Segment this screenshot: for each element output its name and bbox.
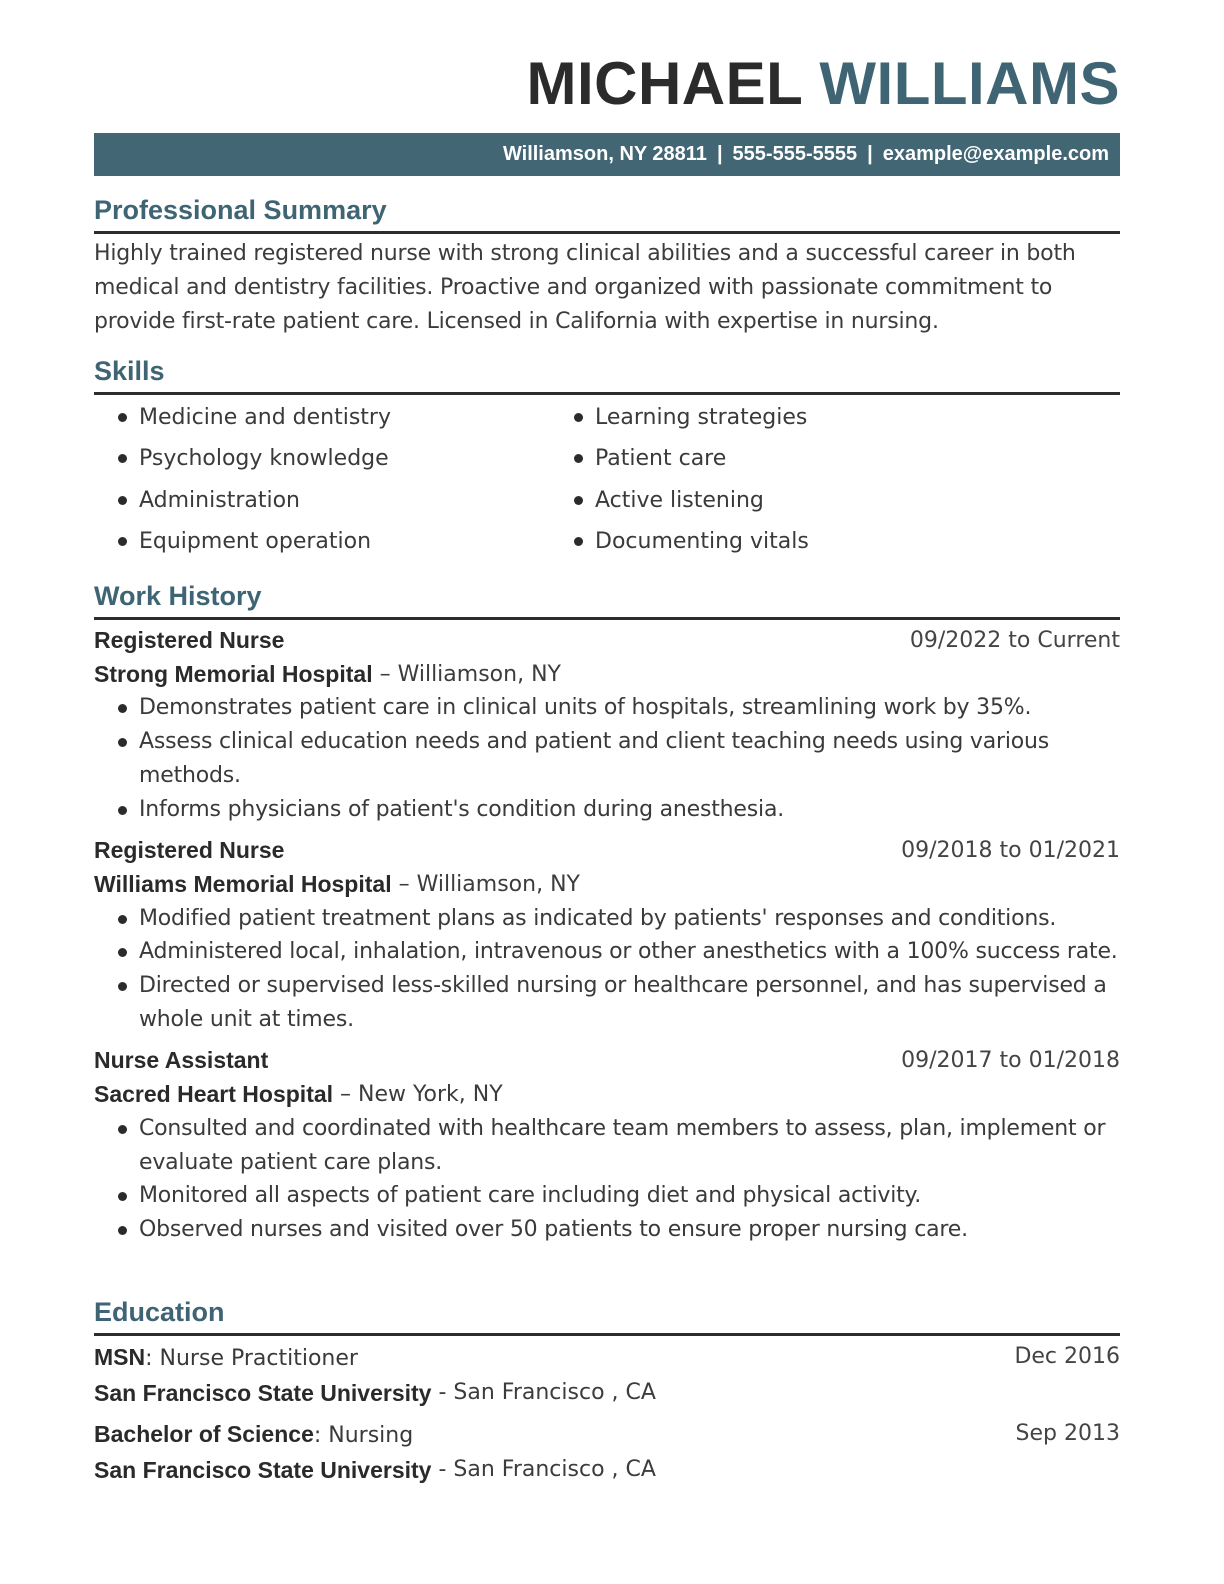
last-name: WILLIAMS xyxy=(819,50,1120,117)
job-location: – Williamson, NY xyxy=(372,661,561,687)
skill-item: Equipment operation xyxy=(94,521,550,562)
contact-bar xyxy=(94,133,1120,176)
job-company: Williams Memorial Hospital xyxy=(94,870,392,897)
section-title-summary: Professional Summary xyxy=(94,195,387,225)
skill-item: Psychology knowledge xyxy=(94,438,550,479)
education-date: Sep 2013 xyxy=(1015,1421,1120,1446)
work-history-section xyxy=(94,579,1120,1255)
skill-item: Medicine and dentistry xyxy=(94,397,550,438)
school-name: San Francisco State University xyxy=(94,1457,432,1483)
job-company: Sacred Heart Hospital xyxy=(94,1081,334,1108)
section-divider xyxy=(94,392,1120,395)
degree-field: : Nurse Practitioner xyxy=(145,1346,358,1371)
job-title: Registered Nurse xyxy=(94,627,285,653)
skill-item: Learning strategies xyxy=(550,397,1006,438)
job-dates: 09/2017 to 01/2018 xyxy=(901,1048,1120,1074)
section-title-skills: Skills xyxy=(94,356,165,386)
skill-item: Administration xyxy=(94,480,550,521)
degree-field: : Nursing xyxy=(313,1423,414,1448)
contact-phone: 555-555-5555 xyxy=(732,143,858,165)
job-location: – Williamson, NY xyxy=(391,871,580,897)
section-divider xyxy=(94,1333,1120,1336)
contact-location: Williamson, NY 28811 xyxy=(502,143,707,165)
job-dates: 09/2022 to Current xyxy=(909,628,1120,653)
job-company: Strong Memorial Hospital xyxy=(94,660,373,687)
job-bullet: Observed nurses and visited over 50 patients to ensure proper nursing care. xyxy=(94,1213,1120,1247)
job-location: – New York, NY xyxy=(333,1082,503,1108)
job-bullet: Monitored all aspects of patient care including diet and physical activity. xyxy=(94,1179,1120,1213)
degree-name: Bachelor of Science xyxy=(94,1421,314,1447)
education-date: Dec 2016 xyxy=(1014,1344,1120,1369)
skills-column-left xyxy=(94,397,550,562)
contact-separator: | xyxy=(716,143,723,165)
job-entry xyxy=(94,834,1120,1036)
job-bullets xyxy=(94,902,1120,1037)
education-entry xyxy=(94,1417,1120,1487)
first-name: MICHAEL xyxy=(526,50,803,117)
job-bullet: Consulted and coordinated with healthcare team members to assess, plan, implement or evaluate patient care plans. xyxy=(94,1112,1120,1179)
job-bullet: Administered local, inhalation, intravenous or other anesthetics with a 100% success rate. xyxy=(94,935,1120,969)
job-entry xyxy=(94,624,1120,826)
job-bullet: Demonstrates patient care in clinical units of hospitals, streamlining work by 35%. xyxy=(94,691,1120,725)
job-bullet: Directed or supervised less-skilled nursing or healthcare personnel, and has supervised a whole unit at times. xyxy=(94,969,1120,1036)
summary-text: Highly trained registered nurse with strong clinical abilities and a successful career in both medical and dentistry facilities. Proactive and organized with passionate commitment to provide first-rate patient care. Licensed in California with expertise in nursing. xyxy=(94,241,1076,334)
job-entry xyxy=(94,1044,1120,1246)
section-title-education: Education xyxy=(94,1297,225,1327)
contact-separator: | xyxy=(867,143,873,165)
job-bullet: Assess clinical education needs and patient and client teaching needs using various methods. xyxy=(94,725,1120,792)
job-bullets xyxy=(94,691,1120,826)
summary-section xyxy=(94,193,1120,339)
section-title-work: Work History xyxy=(94,581,262,611)
education-entry xyxy=(94,1340,1120,1410)
job-bullets xyxy=(94,1112,1120,1247)
skills-list xyxy=(94,397,1120,562)
job-title: Nurse Assistant xyxy=(94,1047,269,1074)
skill-item: Patient care xyxy=(550,438,1006,479)
skills-section xyxy=(94,354,1120,562)
job-bullet: Modified patient treatment plans as indicated by patients' responses and conditions. xyxy=(94,902,1120,936)
job-dates: 09/2018 to 01/2021 xyxy=(901,838,1120,864)
section-divider xyxy=(94,617,1120,620)
skill-item: Active listening xyxy=(550,480,1006,521)
skill-item: Documenting vitals xyxy=(550,521,1006,562)
job-title: Registered Nurse xyxy=(94,837,285,864)
education-section xyxy=(94,1295,1120,1494)
school-location: - San Francisco , CA xyxy=(431,1380,656,1405)
school-location: - San Francisco , CA xyxy=(431,1457,656,1482)
degree-name: MSN xyxy=(94,1344,146,1370)
contact-email: example@example.com xyxy=(882,143,1109,165)
section-divider xyxy=(94,231,1120,234)
skills-column-right xyxy=(550,397,1006,562)
school-name: San Francisco State University xyxy=(94,1380,432,1406)
job-bullet: Informs physicians of patient's condition during anesthesia. xyxy=(94,793,1120,827)
candidate-name xyxy=(526,48,1120,120)
